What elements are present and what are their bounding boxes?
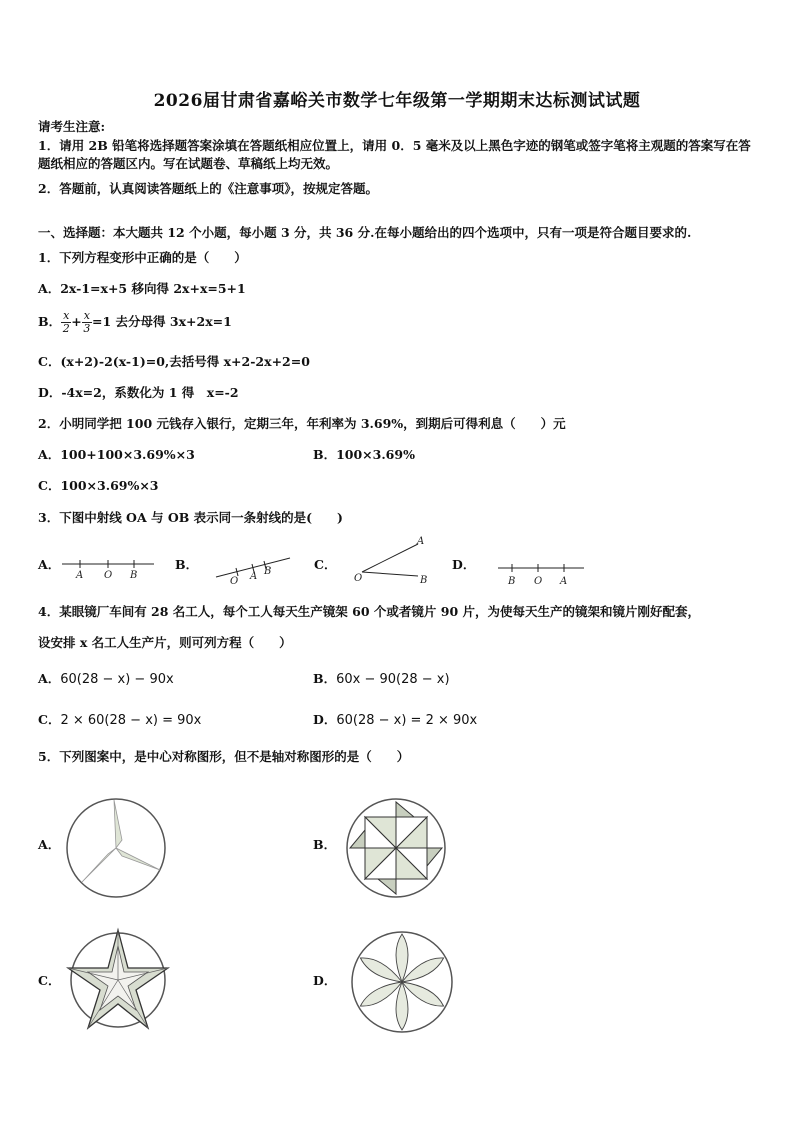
ray-diagram-b [212, 552, 294, 586]
question-4-option-b: B．60x − 90(28 − x) [313, 671, 450, 687]
question-4-stem-line-1: 4．某眼镜厂车间有 28 名工人，每个工人每天生产镜架 60 个或者镜片 90 片，为使每天生产的镜架和镜片刚好配套， [38, 604, 700, 619]
pattern-b-pinwheel-icon [344, 796, 448, 900]
point-a-label: A [76, 570, 84, 581]
question-1-option-b [38, 310, 232, 335]
section-heading: 一、选择题：本大题共 12 个小题，每小题 3 分，共 36 分.在每小题给出的四个选项中，只有一项是符合题目要求的. [38, 225, 692, 240]
question-4-option-a: A．60(28 − x) − 90x [38, 671, 174, 687]
question-2-option-c: C．100×3.69%×3 [38, 478, 159, 493]
ray-diagram-d [494, 560, 586, 588]
question-3-stem: 3．下图中射线 OA 与 OB 表示同一条射线的是( ) [38, 510, 343, 525]
pattern-d-flower-icon [350, 930, 454, 1034]
pattern-a-three-blades-icon [64, 796, 168, 900]
question-2-option-a: A．100+100×3.69%×3 [38, 447, 195, 462]
question-1-stem: 1．下列方程变形中正确的是（ ） [38, 250, 247, 265]
question-5-option-a-label: A． [38, 837, 61, 852]
question-3-option-a-label: A． [38, 557, 61, 572]
fraction-x-over-2: $\frac{x}{2}$ [62, 309, 70, 335]
point-b-label: B [420, 575, 428, 586]
ray-diagram-c [350, 532, 440, 586]
point-b-label: B [508, 576, 516, 587]
point-o-label: O [534, 576, 543, 587]
question-3-option-d-label: D． [452, 557, 476, 572]
question-3-option-c-label: C． [314, 557, 337, 572]
question-1-option-a: A．2x-1=x+5 移向得 2x+x=5+1 [38, 281, 246, 296]
question-5-option-b-label: B． [313, 837, 337, 852]
point-a-label: A [250, 571, 258, 582]
point-a-label: A [560, 576, 568, 587]
question-2-stem: 2．小明同学把 100 元钱存入银行，定期三年，年利率为 3.69%，到期后可得利息（ ）元 [38, 416, 566, 431]
point-o-label: O [104, 570, 113, 581]
question-5-stem: 5．下列图案中，是中心对称图形，但不是轴对称图形的是（ ） [38, 749, 410, 764]
fraction-x-over-3: $\frac{x}{3}$ [83, 309, 91, 335]
point-o-label: O [230, 576, 239, 586]
question-4-option-d: D．60(28 − x) = 2 × 90x [313, 712, 478, 728]
question-2-option-b: B．100×3.69% [313, 447, 415, 462]
question-4-stem-line-2: 设安排 x 名工人生产片，则可列方程（ ） [38, 635, 292, 650]
ray-diagram-a [58, 556, 158, 584]
point-b-label: B [130, 570, 138, 581]
point-a-label: A [417, 536, 425, 547]
question-1-option-d: D．-4x=2，系数化为 1 得 x=-2 [38, 385, 239, 400]
option-b-label: B． [38, 314, 62, 329]
question-1-option-c: C．(x+2)-2(x-1)=0,去括号得 x+2-2x+2=0 [38, 354, 310, 369]
notice-item-1: 1．请用 2B 铅笔将选择题答案涂填在答题纸相应位置上，请用 0．5 毫米及以上黑色字迹的钢笔或签字笔将主观题的答案写在答题纸相应的答题区内。写在试题卷、草稿纸上均无效。 [38, 138, 751, 171]
question-3-option-b-label: B． [175, 557, 199, 572]
plus-sign: + [71, 314, 82, 329]
notice-item-2: 2．答题前，认真阅读答题纸上的《注意事项》，按规定答题。 [38, 181, 378, 196]
page-title: 2026届甘肃省嘉峪关市数学七年级第一学期期末达标测试试题 [153, 91, 641, 111]
question-4-option-c: C．2 × 60(28 − x) = 90x [38, 712, 202, 728]
notice-heading: 请考生注意: [38, 119, 106, 134]
point-b-label: B [264, 566, 272, 577]
option-b-rest: =1 去分母得 3x+2x=1 [92, 314, 232, 329]
question-5-option-d-label: D． [313, 973, 337, 988]
pattern-c-star-icon [66, 926, 170, 1030]
question-5-option-c-label: C． [38, 973, 61, 988]
point-o-label: O [354, 573, 363, 584]
